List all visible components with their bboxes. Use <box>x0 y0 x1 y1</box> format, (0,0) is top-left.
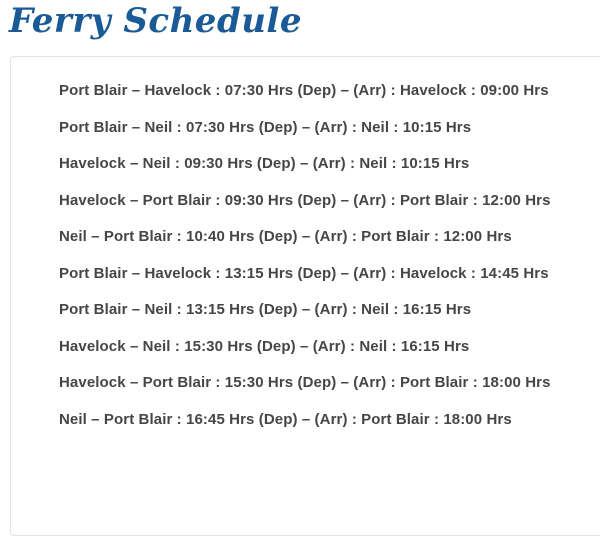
schedule-row: Neil – Port Blair : 10:40 Hrs (Dep) – (Arr) : Port Blair : 12:00 Hrs <box>59 228 512 245</box>
schedule-row: Havelock – Neil : 15:30 Hrs (Dep) – (Arr) : Neil : 16:15 Hrs <box>59 337 470 355</box>
schedule-row: Port Blair – Havelock : 07:30 Hrs (Dep) – (Arr) : Havelock : 09:00 Hrs <box>59 82 549 99</box>
schedule-row: Havelock – Port Blair : 15:30 Hrs (Dep) – (Arr) : Port Blair : 18:00 Hrs <box>59 374 551 391</box>
ferry-schedule-list <box>59 83 600 428</box>
schedule-row: Neil – Port Blair : 16:45 Hrs (Dep) – (Arr) : Port Blair : 18:00 Hrs <box>59 410 512 428</box>
page-title: Ferry Schedule <box>9 1 302 41</box>
schedule-row: Port Blair – Havelock : 13:15 Hrs (Dep) – (Arr) : Havelock : 14:45 Hrs <box>59 264 549 282</box>
schedule-row: Havelock – Neil : 09:30 Hrs (Dep) – (Arr) : Neil : 10:15 Hrs <box>59 155 470 172</box>
schedule-row: Port Blair – Neil : 07:30 Hrs (Dep) – (Arr) : Neil : 10:15 Hrs <box>59 118 472 136</box>
ferry-schedule-card <box>10 56 600 536</box>
schedule-row: Port Blair – Neil : 13:15 Hrs (Dep) – (Arr) : Neil : 16:15 Hrs <box>59 301 472 318</box>
schedule-row: Havelock – Port Blair : 09:30 Hrs (Dep) – (Arr) : Port Blair : 12:00 Hrs <box>59 191 551 209</box>
